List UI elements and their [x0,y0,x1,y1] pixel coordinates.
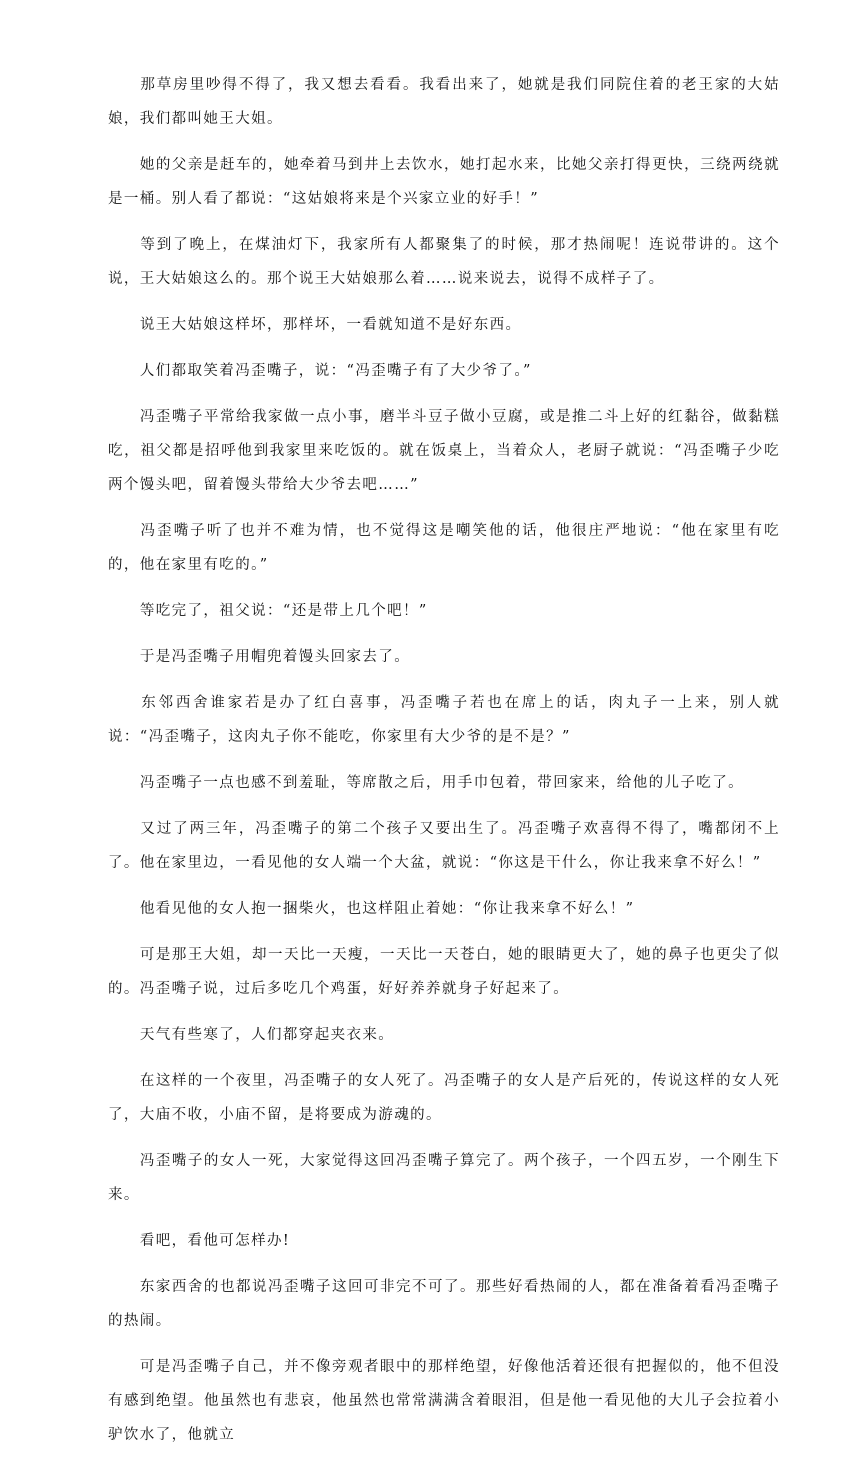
paragraph-10-text: 东邻西舍谁家若是办了红白喜事，冯歪嘴子若也在席上的话，肉丸子一上来，别人就说：“冯歪嘴子，这肉丸子你不能吃，你家里有大少爷的是不是？” [108,695,780,745]
paragraph-13-text: 他看见他的女人抱一捆柴火，也这样阻止着她：“你让我来拿不好么！” [139,901,635,917]
paragraph-19-indent [108,1279,140,1295]
paragraph-19-text: 东家西舍的也都说冯歪嘴子这回可非完不可了。那些好看热闹的人，都在准备着看冯歪嘴子的热闹。 [108,1279,780,1329]
paragraph-9-text: 于是冯歪嘴子用帽兜着馒头回家去了。 [139,649,411,665]
paragraph-11-indent [108,775,140,791]
paragraph-3-text: 等到了晚上，在煤油灯下，我家所有人都聚集了的时候，那才热闹呢！连说带讲的。这个说，王大姑娘这么的。那个说王大姑娘那么着……说来说去，说得不成样子了。 [108,237,780,287]
paragraph-5-text: 人们都取笑着冯歪嘴子，说：“冯歪嘴子有了大少爷了。” [139,363,532,379]
paragraph-8-text: 等吃完了，祖父说：“还是带上几个吧！” [139,603,428,619]
paragraph-19 [108,1270,780,1338]
paragraph-17-indent [108,1153,140,1169]
paragraph-6-text: 冯歪嘴子平常给我家做一点小事，磨半斗豆子做小豆腐，或是推二斗上好的红黏谷，做黏糕吃，祖父都是招呼他到我家里来吃饭的。就在饭桌上，当着众人，老厨子就说：“冯歪嘴子少吃两个馒头吧，留着馒头带给大少爷去吧……” [108,409,780,493]
paragraph-3-indent [108,237,140,253]
paragraph-13-indent [108,901,140,917]
paragraph-8-indent [108,603,140,619]
paragraph-12-indent [108,821,140,837]
paragraph-7-text: 冯歪嘴子听了也并不难为情，也不觉得这是嘲笑他的话，他很庄严地说：“他在家里有吃的，他在家里有吃的。” [108,523,780,573]
paragraph-9 [108,640,780,674]
paragraph-8 [108,594,780,628]
paragraph-14-text: 可是那王大姐，却一天比一天瘦，一天比一天苍白，她的眼睛更大了，她的鼻子也更尖了似的。冯歪嘴子说，过后多吃几个鸡蛋，好好养养就身子好起来了。 [108,947,780,997]
paragraph-18 [108,1224,780,1258]
paragraph-6 [108,400,780,502]
paragraph-15-indent [108,1027,140,1043]
paragraph-14-indent [108,947,140,963]
paragraph-17-text: 冯歪嘴子的女人一死，大家觉得这回冯歪嘴子算完了。两个孩子，一个四五岁，一个刚生下来。 [108,1153,780,1203]
paragraph-11-text: 冯歪嘴子一点也感不到羞耻，等席散之后，用手巾包着，带回家来，给他的儿子吃了。 [139,775,745,791]
paragraph-16-text: 在这样的一个夜里，冯歪嘴子的女人死了。冯歪嘴子的女人是产后死的，传说这样的女人死了，大庙不收，小庙不留，是将要成为游魂的。 [108,1073,780,1123]
paragraph-7 [108,514,780,582]
paragraph-2-indent [108,157,140,173]
paragraph-4-indent [108,317,140,333]
paragraph-3 [108,228,780,296]
paragraph-16-indent [108,1073,140,1089]
paragraph-10 [108,686,780,754]
paragraph-12-text: 又过了两三年，冯歪嘴子的第二个孩子又要出生了。冯歪嘴子欢喜得不得了，嘴都闭不上了。他在家里边，一看见他的女人端一个大盆，就说：“你这是干什么，你让我来拿不好么！” [108,821,780,871]
paragraph-14 [108,938,780,1006]
paragraph-15 [108,1018,780,1052]
document-body [108,68,780,1464]
paragraph-15-text: 天气有些寒了，人们都穿起夹衣来。 [139,1027,395,1043]
paragraph-2-text: 她的父亲是赶车的，她牵着马到井上去饮水，她打起水来，比她父亲打得更快，三绕两绕就是一桶。别人看了都说：“这姑娘将来是个兴家立业的好手！” [108,157,780,207]
paragraph-12 [108,812,780,880]
paragraph-6-indent [108,409,140,425]
paragraph-16 [108,1064,780,1132]
paragraph-20-text: 可是冯歪嘴子自己，并不像旁观者眼中的那样绝望，好像他活着还很有把握似的，他不但没有感到绝望。他虽然也有悲哀，他虽然也常常满满含着眼泪，但是他一看见他的大儿子会拉着小驴饮水了，他就立 [108,1359,780,1443]
paragraph-11 [108,766,780,800]
paragraph-18-text: 看吧，看他可怎样办! [139,1233,291,1249]
paragraph-20-indent [108,1359,140,1375]
paragraph-13 [108,892,780,926]
paragraph-9-indent [108,649,140,665]
paragraph-5-indent [108,363,140,379]
paragraph-18-indent [108,1233,140,1249]
paragraph-1-indent [108,77,140,93]
paragraph-5 [108,354,780,388]
paragraph-1-text: 那草房里吵得不得了，我又想去看看。我看出来了，她就是我们同院住着的老王家的大姑娘，我们都叫她王大姐。 [108,77,780,127]
paragraph-17 [108,1144,780,1212]
paragraph-2 [108,148,780,216]
paragraph-4 [108,308,780,342]
paragraph-1 [108,68,780,136]
paragraph-10-indent [108,695,140,711]
paragraph-7-indent [108,523,140,539]
paragraph-20 [108,1350,780,1452]
paragraph-4-text: 说王大姑娘这样坏，那样坏，一看就知道不是好东西。 [139,317,522,333]
